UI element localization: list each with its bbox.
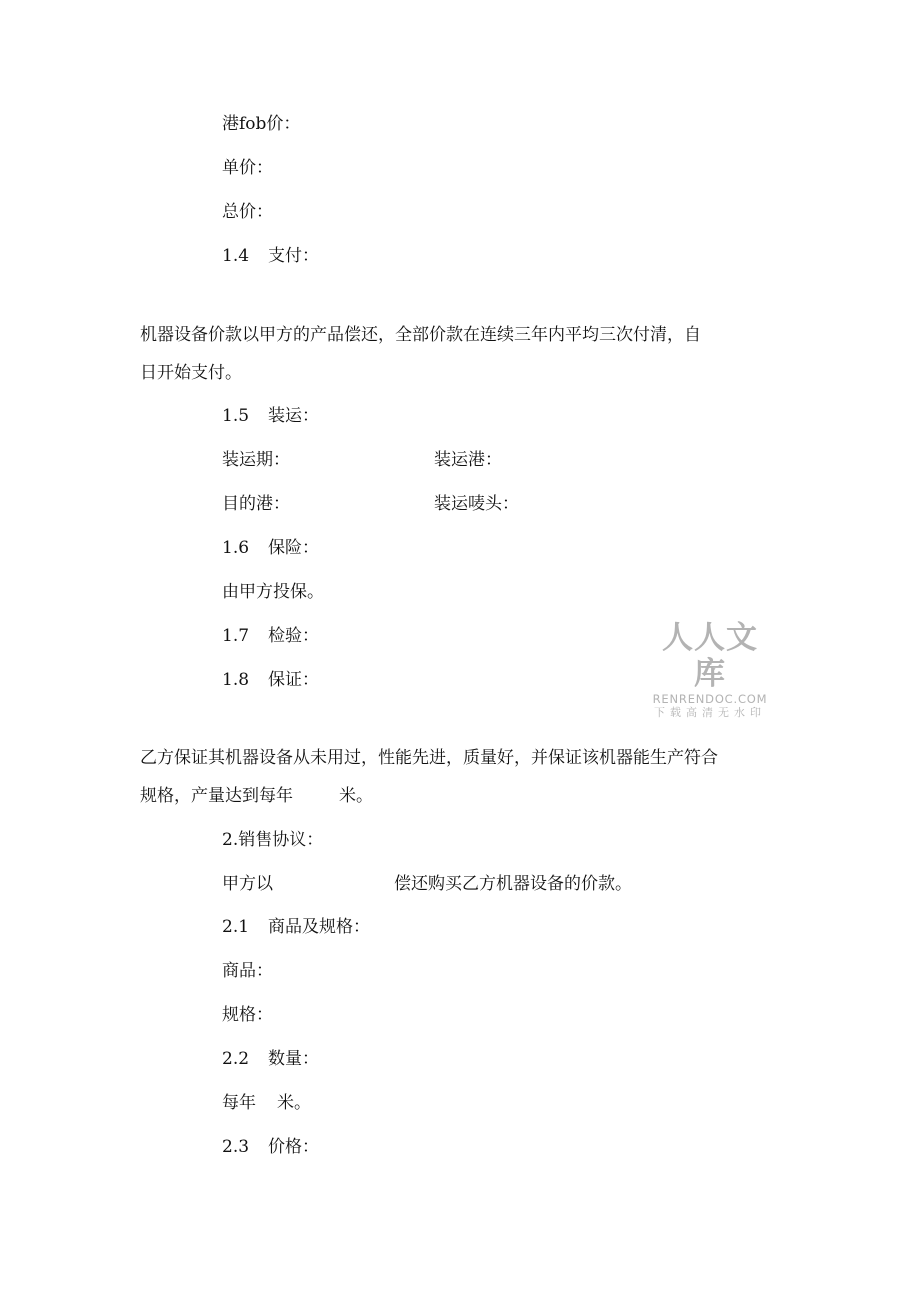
guarantee-unit: 米。 [339, 786, 373, 806]
section-label: 价格： [268, 1137, 319, 1157]
section-heading-quantity [222, 1048, 319, 1070]
guarantee-text: 规格，产量达到每年 [140, 786, 293, 806]
section-number: 2.2 [222, 1049, 250, 1069]
section-heading-payment [222, 245, 319, 267]
section-number: 1.7 [222, 626, 250, 646]
section-number: 2.1 [222, 917, 250, 937]
sales-agreement-heading: 2.销售协议： [222, 830, 324, 850]
section-label: 保证： [268, 670, 319, 690]
shipping-marks-line: 装运唛头： [434, 494, 519, 514]
section-heading-goods-spec [222, 916, 370, 938]
payment-paragraph-line-1: 机器设备价款以甲方的产品偿还，全部价款在连续三年内平均三次付清，自 [140, 325, 701, 345]
section-label: 装运： [268, 406, 319, 426]
destination-port-line: 目的港： [222, 494, 290, 514]
watermark-subtitle: 下载高清无水印 [654, 706, 766, 719]
quantity-body [222, 1092, 311, 1114]
fob-price-line: 港fob价： [222, 114, 301, 134]
section-label: 检验： [268, 626, 319, 646]
section-number: 1.6 [222, 538, 250, 558]
watermark-title: 人人文库 [662, 620, 758, 692]
shipment-port-line: 装运港： [434, 450, 502, 470]
section-heading-price [222, 1136, 319, 1158]
total-price-line: 总价： [222, 202, 273, 222]
payment-paragraph-line-2: 日开始支付。 [140, 363, 242, 383]
section-heading-inspection [222, 625, 319, 647]
goods-line: 商品： [222, 961, 273, 981]
section-label: 支付： [268, 246, 319, 266]
section-label: 商品及规格： [268, 917, 370, 937]
section-number: 1.8 [222, 670, 250, 690]
sales-agreement-body [222, 873, 632, 895]
section-number: 1.4 [222, 246, 250, 266]
watermark-url: RENRENDOC.COM [652, 692, 768, 706]
per-year-text: 每年 [222, 1093, 256, 1113]
sales-body-end: 偿还购买乙方机器设备的价款。 [394, 874, 632, 894]
unit-price-line: 单价： [222, 158, 273, 178]
section-heading-guarantee [222, 669, 319, 691]
section-heading-insurance [222, 537, 319, 559]
insurance-body-line: 由甲方投保。 [222, 582, 324, 602]
section-number: 1.5 [222, 406, 250, 426]
guarantee-paragraph-line-2 [140, 785, 373, 807]
watermark [648, 620, 772, 720]
spec-line: 规格： [222, 1005, 273, 1025]
section-label: 数量： [268, 1049, 319, 1069]
sales-body-start: 甲方以 [222, 874, 273, 894]
shipment-period-line: 装运期： [222, 450, 290, 470]
section-heading-shipment [222, 405, 319, 427]
section-label: 保险： [268, 538, 319, 558]
section-number: 2.3 [222, 1137, 250, 1157]
guarantee-paragraph-line-1: 乙方保证其机器设备从未用过，性能先进，质量好，并保证该机器能生产符合 [140, 748, 718, 768]
per-year-unit: 米。 [277, 1093, 311, 1113]
